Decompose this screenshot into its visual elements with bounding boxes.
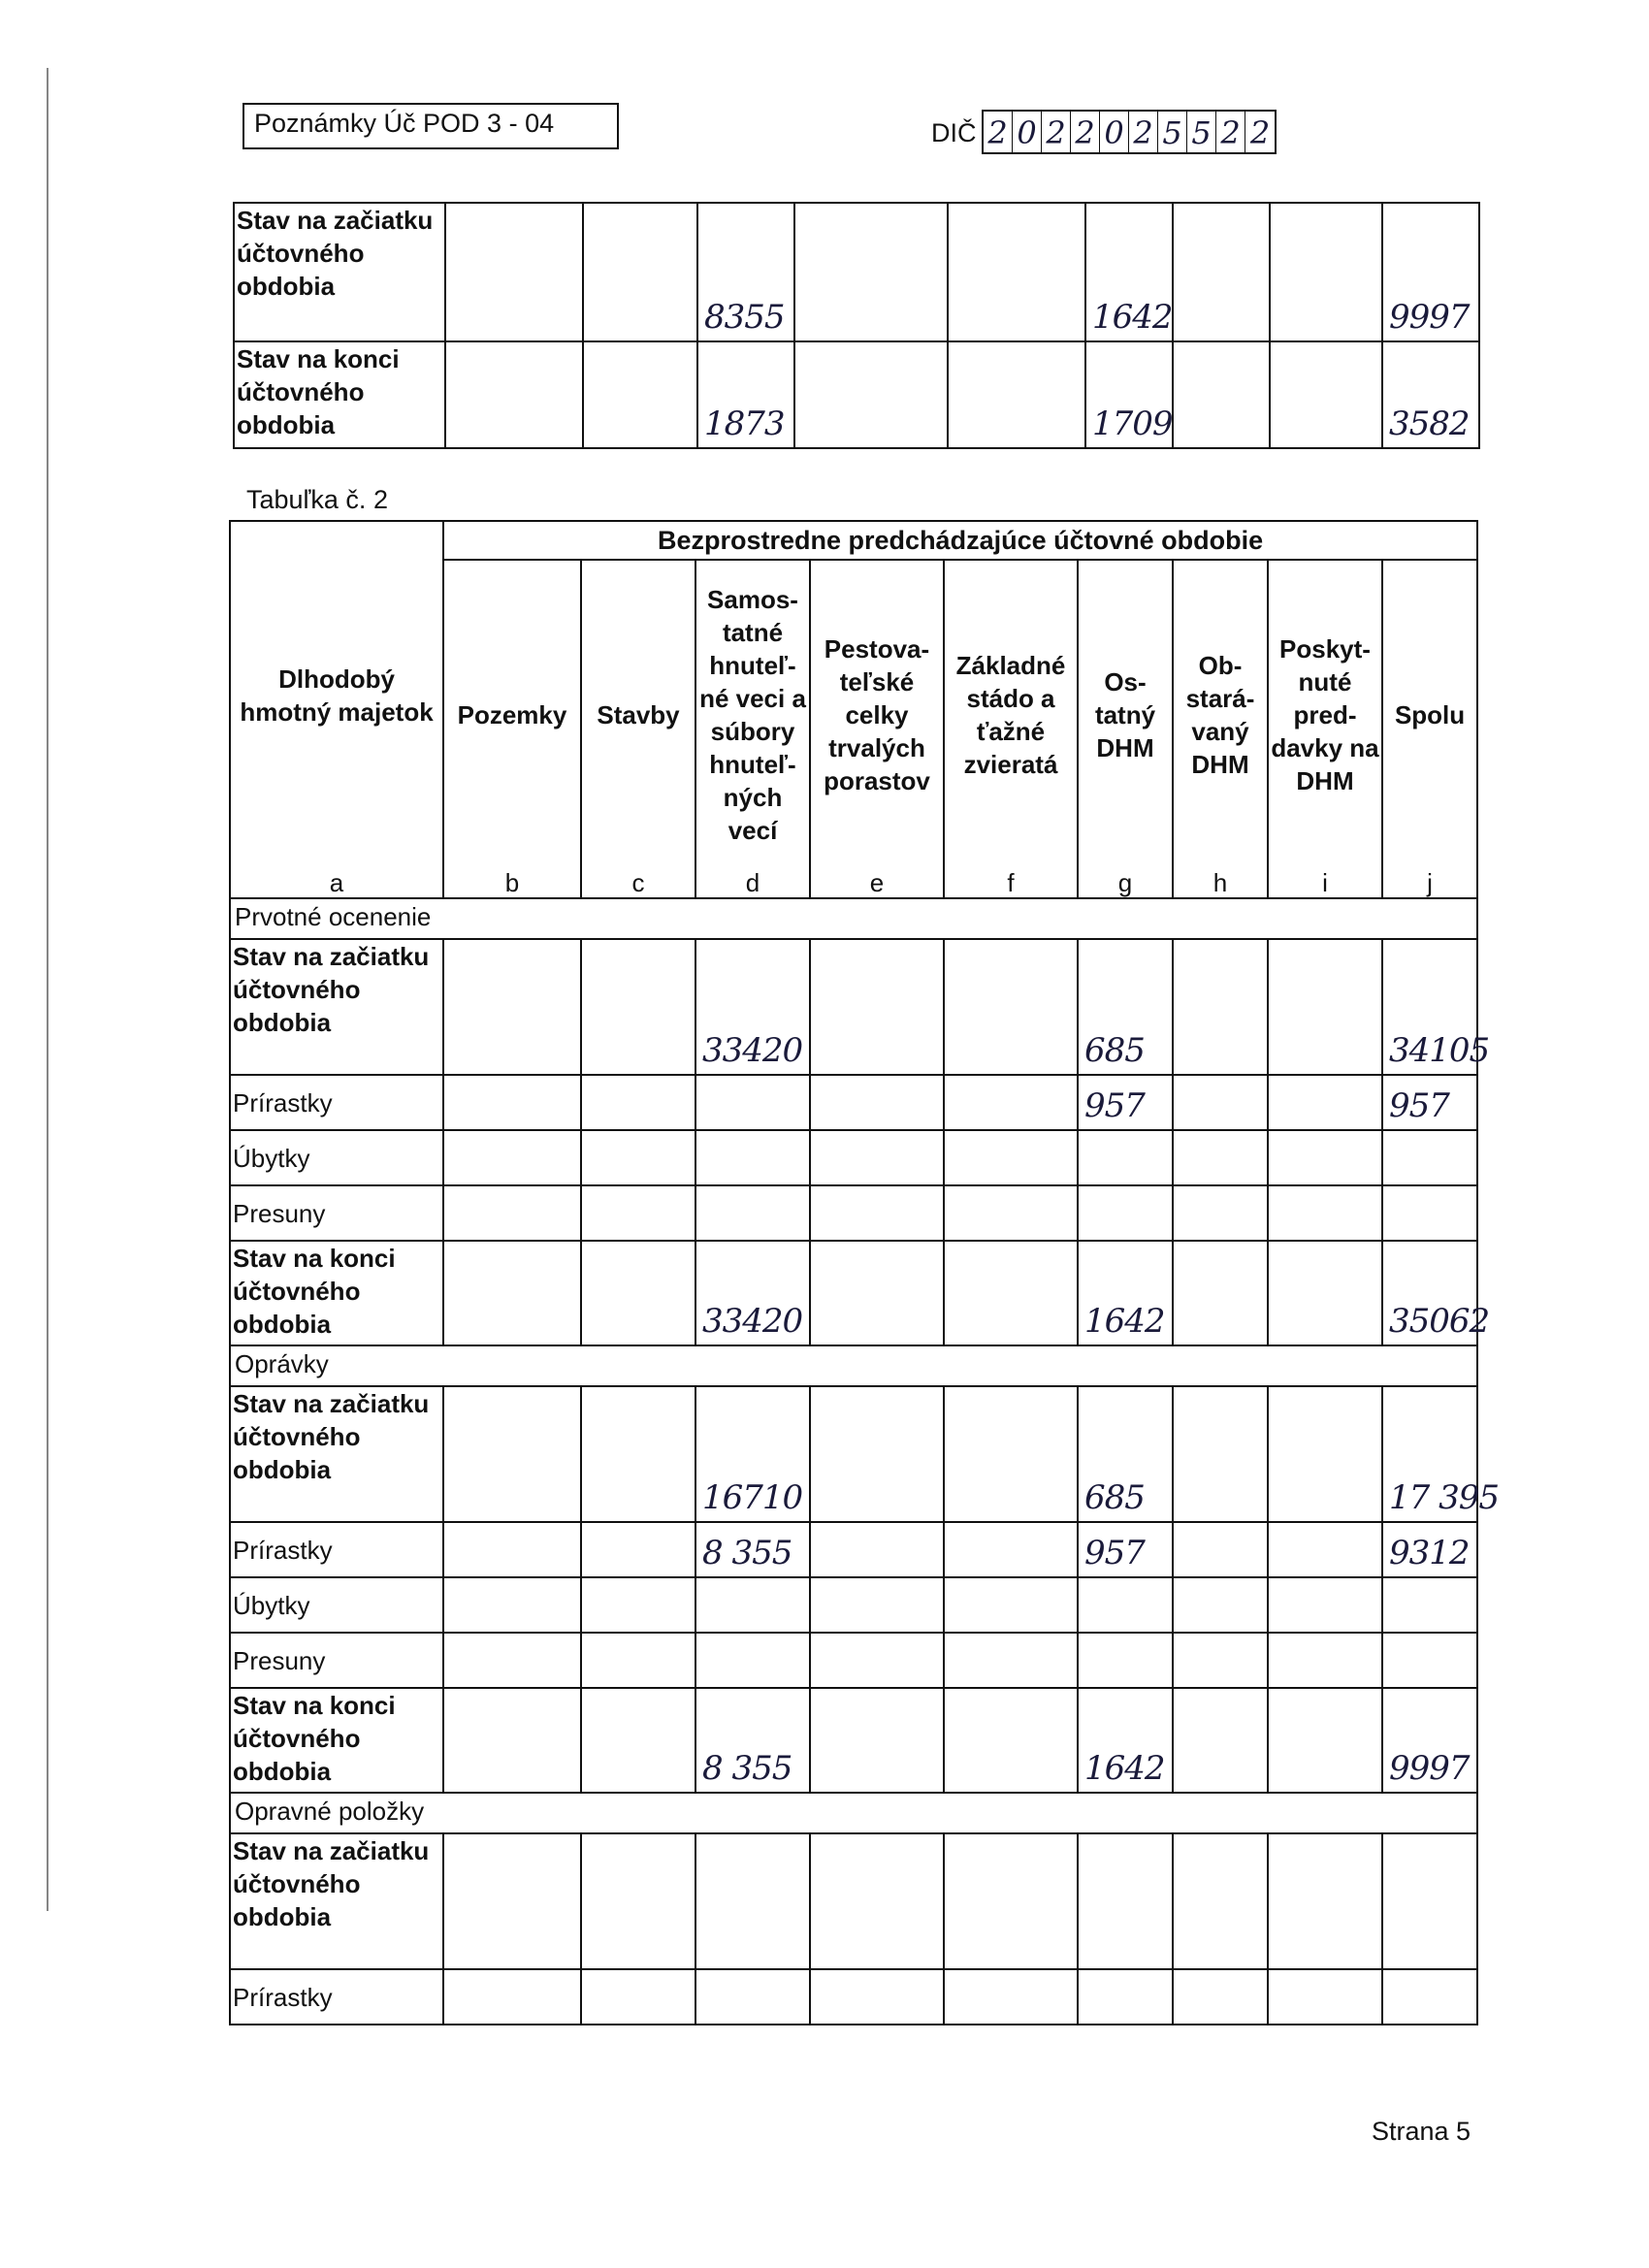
empty-cell — [810, 1130, 944, 1185]
empty-cell — [944, 1185, 1078, 1241]
form-code-box — [242, 103, 619, 149]
value-d: 1873 — [697, 341, 794, 448]
value-j: 35062 — [1382, 1241, 1477, 1345]
dic-digit: 5 — [1187, 112, 1216, 152]
dic-digit: 0 — [1100, 112, 1129, 152]
table-row — [230, 1633, 1477, 1688]
value-j: 34105 — [1382, 939, 1477, 1075]
empty-cell — [1268, 1577, 1382, 1633]
empty-cell — [443, 1185, 581, 1241]
period-header: Bezprostredne predchádzajúce účtovné obdobie — [443, 521, 1477, 560]
row-label: Presuny — [230, 1633, 443, 1688]
empty-cell — [944, 1688, 1078, 1793]
value-j: 9997 — [1382, 203, 1479, 341]
column-letter: i — [1268, 868, 1382, 898]
row-label: Prírastky — [230, 1522, 443, 1577]
empty-cell — [443, 1577, 581, 1633]
value-d: 33420 — [695, 939, 810, 1075]
empty-cell — [944, 939, 1078, 1075]
empty-cell — [581, 1522, 695, 1577]
empty-cell — [810, 1577, 944, 1633]
empty-cell — [581, 1833, 695, 1969]
empty-cell — [1173, 1833, 1268, 1969]
empty-cell — [443, 1075, 581, 1130]
value-d — [695, 1969, 810, 2025]
empty-cell — [581, 1386, 695, 1522]
empty-cell — [581, 939, 695, 1075]
empty-cell — [1173, 939, 1268, 1075]
empty-cell — [581, 1633, 695, 1688]
column-title: Samos-tatné hnuteľ-né veci a súbory hnuteľ-ných vecí — [695, 560, 810, 868]
empty-cell — [810, 1688, 944, 1793]
header-col-a — [230, 521, 443, 868]
value-j — [1382, 1833, 1477, 1969]
column-letter: a — [230, 868, 443, 898]
row-label: Prírastky — [230, 1075, 443, 1130]
table-row — [230, 1130, 1477, 1185]
empty-cell — [944, 1075, 1078, 1130]
empty-cell — [1268, 1522, 1382, 1577]
empty-cell — [1268, 1969, 1382, 2025]
empty-cell — [443, 1688, 581, 1793]
row-label: Úbytky — [230, 1577, 443, 1633]
value-j: 17 395 — [1382, 1386, 1477, 1522]
column-letter: c — [581, 868, 695, 898]
value-j — [1382, 1577, 1477, 1633]
section-title: Opravné položky — [230, 1793, 1477, 1833]
dic-digit: 2 — [984, 112, 1013, 152]
value-g — [1078, 1185, 1173, 1241]
empty-cell — [443, 939, 581, 1075]
section-title: Prvotné ocenenie — [230, 898, 1477, 939]
empty-cell — [944, 1633, 1078, 1688]
scan-edge-line — [47, 68, 48, 1911]
empty-cell — [810, 1185, 944, 1241]
empty-cell — [443, 1386, 581, 1522]
column-title: Stavby — [581, 560, 695, 868]
value-j — [1382, 1185, 1477, 1241]
row-label: Stav na konci účtovného obdobia — [230, 1241, 443, 1345]
dic-digit: 2 — [1129, 112, 1158, 152]
empty-cell — [581, 1688, 695, 1793]
value-j — [1382, 1633, 1477, 1688]
value-d — [695, 1185, 810, 1241]
period-header-row — [230, 521, 1477, 560]
empty-cell — [1173, 1185, 1268, 1241]
empty-cell — [581, 1185, 695, 1241]
table-row — [230, 1577, 1477, 1633]
table-caption: Tabuľka č. 2 — [246, 485, 388, 514]
value-j: 3582 — [1382, 341, 1479, 448]
value-d — [695, 1075, 810, 1130]
value-d — [695, 1833, 810, 1969]
table-row — [234, 203, 1479, 341]
value-g: 1709 — [1085, 341, 1173, 448]
column-title: Pestova-teľské celky trvalých porastov — [810, 560, 944, 868]
table-row — [230, 1185, 1477, 1241]
row-label: Stav na konci účtovného obdobia — [230, 1688, 443, 1793]
empty-cell — [581, 1577, 695, 1633]
column-letter: h — [1173, 868, 1268, 898]
empty-cell — [1173, 1075, 1268, 1130]
section-row — [230, 1793, 1477, 1833]
table-row — [230, 939, 1477, 1075]
value-g: 1642 — [1085, 203, 1173, 341]
dic-digit: 0 — [1013, 112, 1042, 152]
value-g: 685 — [1078, 939, 1173, 1075]
empty-cell — [1173, 1969, 1268, 2025]
column-title: Ob-stará-vaný DHM — [1173, 560, 1268, 868]
column-letter: b — [443, 868, 581, 898]
value-g: 1642 — [1078, 1241, 1173, 1345]
empty-cell — [810, 1386, 944, 1522]
value-j: 9312 — [1382, 1522, 1477, 1577]
section-title: Oprávky — [230, 1345, 1477, 1386]
empty-cell — [944, 1969, 1078, 2025]
value-g — [1078, 1130, 1173, 1185]
table-row — [230, 1688, 1477, 1793]
value-d: 8 355 — [695, 1688, 810, 1793]
table-row — [234, 341, 1479, 448]
empty-cell — [944, 1386, 1078, 1522]
column-title: Pozemky — [443, 560, 581, 868]
value-d: 8355 — [697, 203, 794, 341]
empty-cell — [810, 1633, 944, 1688]
column-letter-row — [230, 868, 1477, 898]
value-d: 8 355 — [695, 1522, 810, 1577]
value-d: 16710 — [695, 1386, 810, 1522]
row-label: Stav na začiatku účtovného obdobia — [230, 1833, 443, 1969]
column-title: Dlhodobý hmotný majetok — [240, 664, 434, 727]
empty-cell — [1268, 1386, 1382, 1522]
dic-label: DIČ — [931, 118, 977, 147]
column-letter: d — [695, 868, 810, 898]
empty-cell — [810, 1969, 944, 2025]
dic-digit: 2 — [1071, 112, 1100, 152]
column-letter: g — [1078, 868, 1173, 898]
row-label: Stav na začiatku účtovného obdobia — [234, 203, 445, 341]
empty-cell — [1268, 1075, 1382, 1130]
section-row — [230, 898, 1477, 939]
empty-cell — [581, 1969, 695, 2025]
dic-digit: 2 — [1249, 114, 1271, 151]
value-d: 33420 — [695, 1241, 810, 1345]
value-g: 685 — [1078, 1386, 1173, 1522]
empty-cell — [810, 939, 944, 1075]
empty-cell — [810, 1833, 944, 1969]
column-title: Základné stádo a ťažné zvieratá — [944, 560, 1078, 868]
empty-cell — [1268, 1833, 1382, 1969]
value-j — [1382, 1969, 1477, 2025]
column-letter: e — [810, 868, 944, 898]
empty-cell — [581, 1241, 695, 1345]
empty-cell — [1173, 1130, 1268, 1185]
row-label: Prírastky — [230, 1969, 443, 2025]
empty-cell — [944, 1577, 1078, 1633]
row-label: Stav na začiatku účtovného obdobia — [230, 939, 443, 1075]
column-title: Poskyt-nuté pred-davky na DHM — [1268, 560, 1382, 868]
empty-cell — [1268, 1633, 1382, 1688]
row-label: Stav na konci účtovného obdobia — [234, 341, 445, 448]
value-d — [695, 1130, 810, 1185]
empty-cell — [443, 1241, 581, 1345]
empty-cell — [1268, 1130, 1382, 1185]
value-g — [1078, 1577, 1173, 1633]
empty-cell — [581, 1075, 695, 1130]
empty-cell — [1173, 1633, 1268, 1688]
empty-cell — [443, 1633, 581, 1688]
empty-cell — [1268, 1185, 1382, 1241]
empty-cell — [944, 1130, 1078, 1185]
value-j — [1382, 1130, 1477, 1185]
empty-cell — [443, 1833, 581, 1969]
page-number: Strana 5 — [1372, 2117, 1471, 2146]
empty-cell — [1173, 1522, 1268, 1577]
table-row — [230, 1522, 1477, 1577]
empty-cell — [443, 1969, 581, 2025]
table-row — [230, 1241, 1477, 1345]
empty-cell — [1173, 1241, 1268, 1345]
dic-number — [982, 110, 1277, 154]
dic-digit: 2 — [1042, 112, 1071, 152]
empty-cell — [1173, 1386, 1268, 1522]
empty-cell — [443, 1130, 581, 1185]
empty-cell — [1268, 939, 1382, 1075]
empty-cell — [810, 1075, 944, 1130]
table-dhm — [229, 520, 1499, 2025]
column-letter: f — [944, 868, 1078, 898]
column-letter: j — [1382, 868, 1477, 898]
column-title: Os-tatný DHM — [1078, 560, 1173, 868]
empty-cell — [944, 1833, 1078, 1969]
empty-cell — [443, 1522, 581, 1577]
table-continued — [233, 202, 1480, 449]
section-row — [230, 1345, 1477, 1386]
value-d — [695, 1633, 810, 1688]
table-row — [230, 1833, 1477, 1969]
empty-cell — [1268, 1688, 1382, 1793]
empty-cell — [810, 1241, 944, 1345]
value-j: 957 — [1382, 1075, 1477, 1130]
dic-digit: 5 — [1158, 112, 1187, 152]
column-title: Spolu — [1382, 560, 1477, 868]
value-g — [1078, 1633, 1173, 1688]
empty-cell — [944, 1522, 1078, 1577]
value-g: 957 — [1078, 1522, 1173, 1577]
table-row — [230, 1969, 1477, 2025]
dic-digit: 2 — [1216, 112, 1245, 152]
table-row — [230, 1386, 1477, 1522]
row-label: Presuny — [230, 1185, 443, 1241]
value-g — [1078, 1969, 1173, 2025]
value-j: 9997 — [1382, 1688, 1477, 1793]
empty-cell — [1173, 1688, 1268, 1793]
value-g: 1642 — [1078, 1688, 1173, 1793]
form-code: Poznámky Úč POD 3 - 04 — [254, 109, 555, 138]
value-g: 957 — [1078, 1075, 1173, 1130]
value-d — [695, 1577, 810, 1633]
empty-cell — [1268, 1241, 1382, 1345]
row-label: Stav na začiatku účtovného obdobia — [230, 1386, 443, 1522]
table-row — [230, 1075, 1477, 1130]
row-label: Úbytky — [230, 1130, 443, 1185]
empty-cell — [581, 1130, 695, 1185]
empty-cell — [810, 1522, 944, 1577]
empty-cell — [944, 1241, 1078, 1345]
value-g — [1078, 1833, 1173, 1969]
empty-cell — [1173, 1577, 1268, 1633]
